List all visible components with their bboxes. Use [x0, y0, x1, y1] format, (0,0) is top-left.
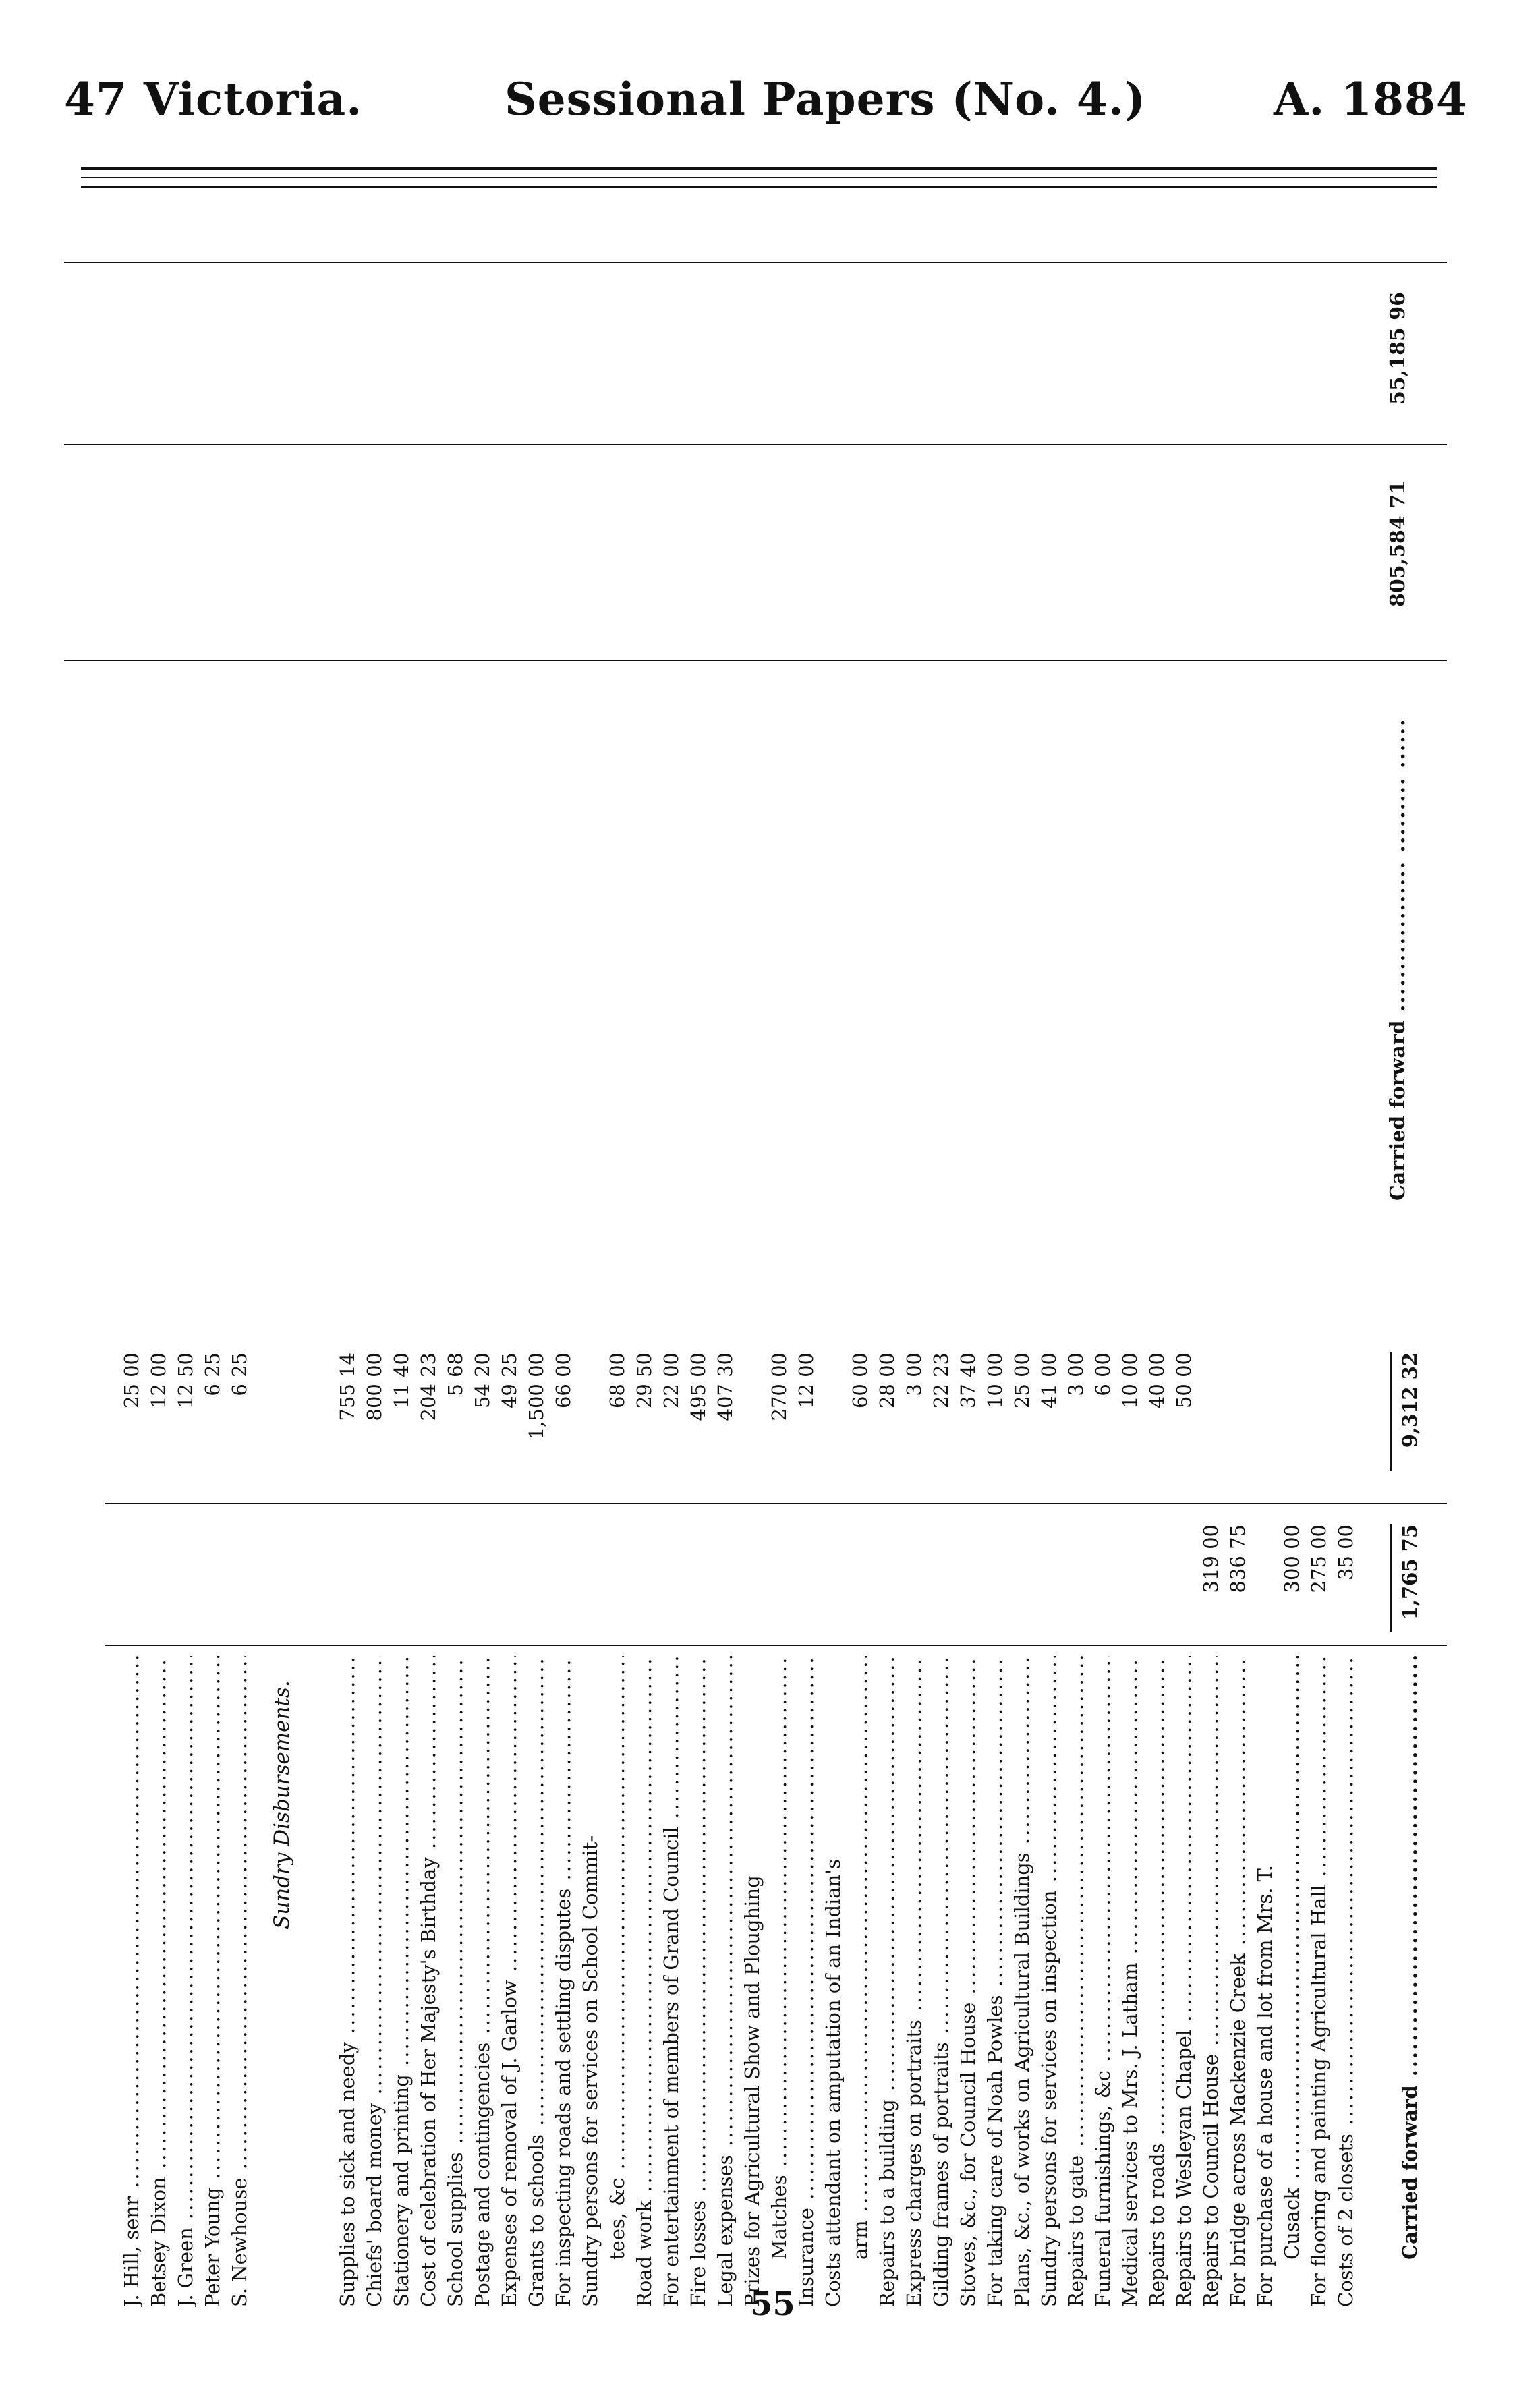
row-label: S. Newhouse .....: [226, 1656, 253, 2307]
page-number: 55: [750, 2285, 795, 2323]
row-label: Repairs to Council House .....: [1197, 1656, 1224, 2307]
header-title: Sessional Papers (No. 4.): [505, 73, 1147, 125]
ledger-row: [766, 1261, 793, 2307]
row-label: For inspecting roads and settling disputes .....: [550, 1656, 577, 2307]
ledger-row: [631, 1261, 658, 2307]
header-rule: [81, 186, 1437, 188]
row-label: Repairs to roads .....: [1143, 1656, 1170, 2307]
ledger-row: [577, 1261, 604, 2307]
row-amount: 28 00: [876, 1352, 899, 1409]
row-amount: 54 20: [471, 1352, 494, 1409]
total-label: Carried forward .....: [1396, 1656, 1423, 2260]
row-amount: 12 50: [174, 1352, 197, 1409]
ledger-row: [388, 1261, 415, 2307]
ledger-row: [469, 1261, 496, 2307]
ledger-row: [981, 1261, 1008, 2307]
ledger-row: [1278, 1261, 1305, 2307]
ledger-row: [739, 1261, 766, 2307]
header-year: A. 1884: [1274, 73, 1468, 125]
row-amount: 49 25: [498, 1352, 521, 1409]
row-amount: 407 30: [714, 1352, 737, 1421]
row-amount: 5 68: [444, 1352, 467, 1396]
ledger-row: [550, 1261, 577, 2307]
row-label: Sundry persons for services on inspection .....: [1035, 1656, 1062, 2307]
ledger-total-row: [1396, 1261, 1423, 2307]
row-label: Fire losses .....: [685, 1656, 712, 2307]
row-amount: 12 00: [147, 1352, 170, 1409]
ledger-row: [658, 1261, 685, 2307]
ledger-row: [1143, 1261, 1170, 2307]
ledger-row: [199, 1261, 226, 2307]
ledger-row: [415, 1261, 442, 2307]
row-subtotal: 836 75: [1226, 1524, 1249, 1593]
row-label: For purchase of a house and lot from Mrs. T.: [1253, 1865, 1276, 2307]
row-label: School supplies .....: [442, 1656, 469, 2307]
row-label: For entertainment of members of Grand Council .....: [658, 1656, 685, 2307]
row-label: Repairs to a building .....: [874, 1656, 901, 2307]
row-subtotal: 300 00: [1280, 1524, 1303, 1593]
row-amount: 25 00: [120, 1352, 143, 1409]
rotated-page-body: [64, 196, 1447, 2307]
ledger-row: [172, 1261, 199, 2307]
row-label: Supplies to sick and needy .....: [334, 1656, 361, 2307]
header-rule: [81, 177, 1437, 178]
ledger-row: [685, 1261, 712, 2307]
row-label: Cost of celebration of Her Majesty's Birthday .....: [415, 1656, 442, 2307]
row-amount: 800 00: [363, 1352, 386, 1421]
ledger-row: [523, 1261, 550, 2307]
ledger-row: [1197, 1261, 1224, 2307]
row-label: Sundry persons for services on School Commit-: [579, 1835, 602, 2307]
row-label: Postage and contingencies .....: [469, 1656, 496, 2307]
ledger-row: [1035, 1261, 1062, 2307]
ledger-row: [874, 1261, 901, 2307]
row-label: arm .....: [847, 1656, 874, 2260]
row-label: Stationery and printing .....: [388, 1656, 415, 2307]
row-amount: 29 50: [633, 1352, 656, 1409]
ledger-row: [1089, 1261, 1116, 2307]
ledger-row: [901, 1261, 928, 2307]
sum-rule: [1390, 1352, 1392, 1471]
header-volume: 47 Victoria.: [64, 73, 363, 125]
row-label: Plans, &c., of works on Agricultural Buildings .....: [1008, 1656, 1035, 2307]
row-label: J. Hill, senr .....: [118, 1656, 145, 2307]
ledger-row: [1305, 1261, 1332, 2307]
row-amount: 10 00: [983, 1352, 1006, 1409]
row-subtotal: 319 00: [1199, 1524, 1222, 1593]
ledger-row: [847, 1261, 874, 2307]
header-rule: [81, 167, 1437, 170]
ledger-row: [334, 1261, 361, 2307]
row-amount: 495 00: [687, 1352, 710, 1421]
row-amount: 10 00: [1118, 1352, 1141, 1409]
row-amount: 12 00: [795, 1352, 818, 1409]
row-amount: 66 00: [552, 1352, 575, 1409]
ledger-row: [361, 1261, 388, 2307]
ledger-row: [1332, 1261, 1359, 2307]
row-amount: 3 00: [1064, 1352, 1087, 1396]
row-label: Matches .....: [766, 1656, 793, 2260]
row-label: Costs of 2 closets .....: [1332, 1656, 1359, 2307]
row-label: Insurance .....: [793, 1656, 820, 2307]
ledger-row: [954, 1261, 981, 2307]
row-amount: 6 00: [1091, 1352, 1114, 1396]
column-rule: [64, 444, 1447, 445]
ledger-row: [1251, 1261, 1278, 2307]
ledger-row: [1062, 1261, 1089, 2307]
row-label: Repairs to gate .....: [1062, 1656, 1089, 2307]
row-subtotal: 275 00: [1307, 1524, 1330, 1593]
ledger-row: [442, 1261, 469, 2307]
ledger-row: [928, 1261, 954, 2307]
ledger-row: [145, 1261, 172, 2307]
total-amount: 9,312 32: [1398, 1352, 1421, 1448]
row-amount: 204 23: [417, 1352, 440, 1421]
ledger-row: [1170, 1261, 1197, 2307]
total-subtotal: 1,765 75: [1398, 1524, 1421, 1620]
row-amount: 1,500 00: [525, 1352, 548, 1440]
ledger-row: [1224, 1261, 1251, 2307]
row-label: Repairs to Wesleyan Chapel .....: [1170, 1656, 1197, 2307]
row-amount: 60 00: [849, 1352, 872, 1409]
summary-amount-b: 55,185 96: [1386, 291, 1410, 405]
ledger-row: [604, 1261, 631, 2307]
row-amount: 40 00: [1145, 1352, 1168, 1409]
row-label: Medical services to Mrs. J. Latham .....: [1116, 1656, 1143, 2307]
ledger-row: [118, 1261, 145, 2307]
ledger-row: [1008, 1261, 1035, 2307]
row-label: Expenses of removal of J. Garlow .....: [496, 1656, 523, 2307]
row-amount: 11 40: [390, 1352, 413, 1409]
row-label: Peter Young .....: [199, 1656, 226, 2307]
row-amount: 50 00: [1172, 1352, 1195, 1409]
row-label: For bridge across Mackenzie Creek .....: [1224, 1656, 1251, 2307]
row-amount: 270 00: [768, 1352, 791, 1421]
row-label: Chiefs' board money .....: [361, 1656, 388, 2307]
row-label: Costs attendant on amputation of an Indian's: [822, 1858, 845, 2307]
ledger-row: [226, 1261, 253, 2307]
row-label: Funeral furnishings, &c .....: [1089, 1656, 1116, 2307]
summary-amount-a: 805,584 71: [1386, 480, 1410, 607]
disbursement-ledger: [64, 1261, 1447, 2307]
row-amount: 6 25: [228, 1352, 251, 1396]
row-label: Prizes for Agricultural Show and Ploughing: [741, 1875, 764, 2307]
row-label: Legal expenses .....: [712, 1656, 739, 2307]
sum-rule: [1390, 1524, 1392, 1632]
column-rule: [64, 262, 1447, 263]
row-subtotal: 35 00: [1334, 1524, 1357, 1581]
row-label: Grants to schools .....: [523, 1656, 550, 2307]
row-label: tees, &c .....: [604, 1656, 631, 2260]
summary-column: [64, 196, 1447, 1255]
column-rule: [64, 660, 1447, 661]
section-heading: Sundry Disbursements.: [270, 1680, 294, 1929]
row-label: For flooring and painting Agricultural Hall .....: [1305, 1656, 1332, 2307]
summary-label: Carried forward .....: [1386, 718, 1410, 1201]
ledger-row: [712, 1261, 739, 2307]
row-label: Express charges on portraits .....: [901, 1656, 928, 2307]
ledger-row: [496, 1261, 523, 2307]
ledger-row: [1116, 1261, 1143, 2307]
row-label: Betsey Dixon .....: [145, 1656, 172, 2307]
row-label: Cusack .....: [1278, 1656, 1305, 2260]
row-amount: 41 00: [1037, 1352, 1060, 1409]
row-amount: 755 14: [336, 1352, 359, 1421]
row-amount: 22 23: [930, 1352, 952, 1409]
row-amount: 68 00: [606, 1352, 629, 1409]
row-label: J. Green .....: [172, 1656, 199, 2307]
row-label: Gilding frames of portraits .....: [928, 1656, 954, 2307]
ledger-row: [793, 1261, 820, 2307]
ledger-row: [820, 1261, 847, 2307]
row-amount: 25 00: [1010, 1352, 1033, 1409]
row-amount: 6 25: [201, 1352, 224, 1396]
row-label: For taking care of Noah Powles .....: [981, 1656, 1008, 2307]
row-amount: 22 00: [660, 1352, 683, 1409]
row-label: Stoves, &c., for Council House .....: [954, 1656, 981, 2307]
row-label: Road work .....: [631, 1656, 658, 2307]
row-amount: 37 40: [957, 1352, 979, 1409]
row-amount: 3 00: [903, 1352, 925, 1396]
